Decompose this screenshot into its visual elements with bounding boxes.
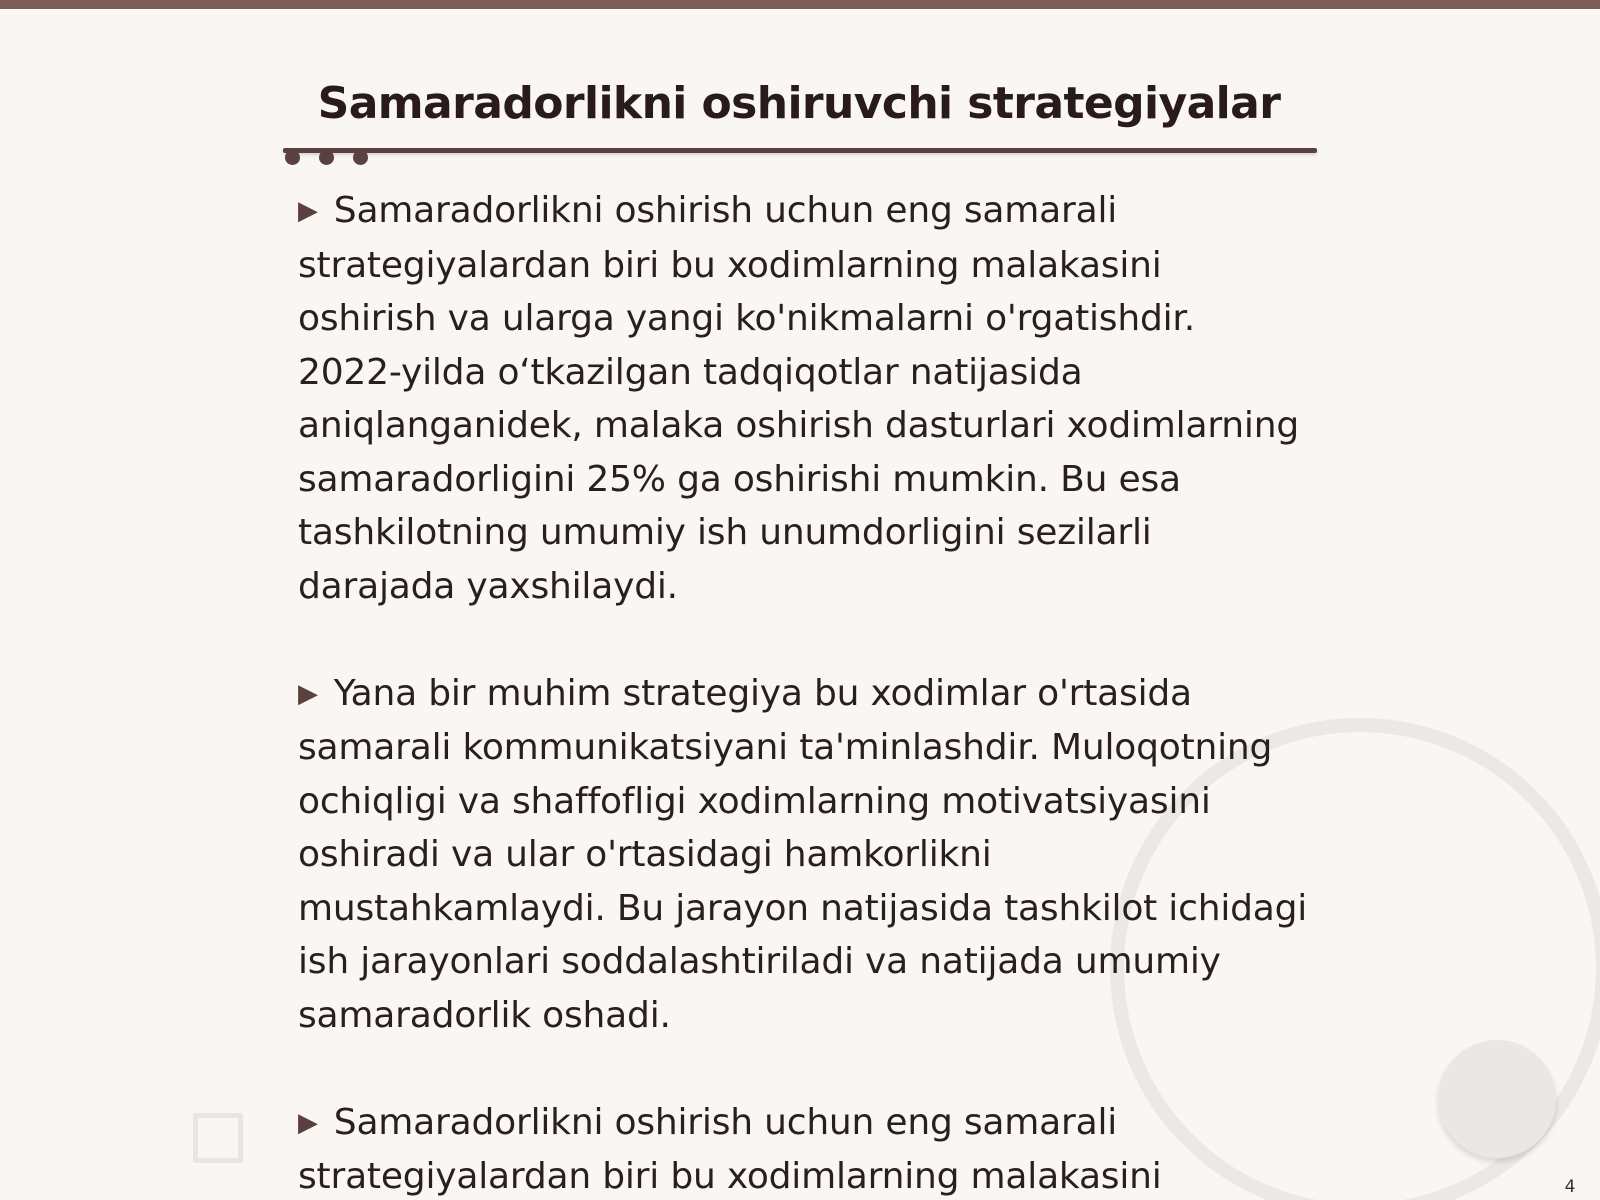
decorative-disc [1438,1040,1556,1158]
underline-dot [353,150,368,165]
triangle-right-icon: ▶ [298,196,318,226]
top-accent-bar [0,0,1600,9]
triangle-right-icon: ▶ [298,678,318,709]
underline-dot [285,150,300,165]
slide-title: Samaradorlikni oshiruvchi strategiyalar [317,78,1281,129]
decorative-square [193,1113,243,1163]
page-number: 4 [1564,1177,1576,1197]
bullet-text: Yana bir muhim strategiya bu xodimlar o'rtasida samarali kommunikatsiyani ta'minlashdir. Muloqotning ochiqligi va shaffofligi xodimlarning motivatsiyasini oshiradi va ular o'rtasidagi hamkorlikni mustahkamlaydi. Bu jarayon natijasida tashkilot ichidagi ish jarayonlari soddalashtiriladi va natijada umumiy samaradorlik oshadi. [298,672,1308,1036]
slide-body [298,184,1308,1200]
bullet-paragraph [298,1096,1308,1200]
title-underline [283,148,1317,153]
underline-dot [319,150,334,165]
bullet-text: Samaradorlikni oshirish uchun eng samarali strategiyalardan biri bu xodimlarning malakasini [298,1101,1162,1197]
bullet-paragraph [298,667,1308,1043]
triangle-right-icon: ▶ [298,1107,318,1138]
bullet-text: Samaradorlikni oshirish uchun eng samarali strategiyalardan biri bu xodimlarning malakasini oshirish va ularga yangi ko'nikmalarni o'rgatishdir. 2022-yilda o‘tkazilgan tadqiqotlar natijasida aniqlanganidek, malaka oshirish dasturlari xodimlarning samaradorligini 25% ga oshirishi mumkin. Bu esa tashkilotning umumiy ish unumdorligini sezilarli darajada yaxshilaydi. [298,190,1299,607]
bullet-paragraph [298,184,1308,613]
